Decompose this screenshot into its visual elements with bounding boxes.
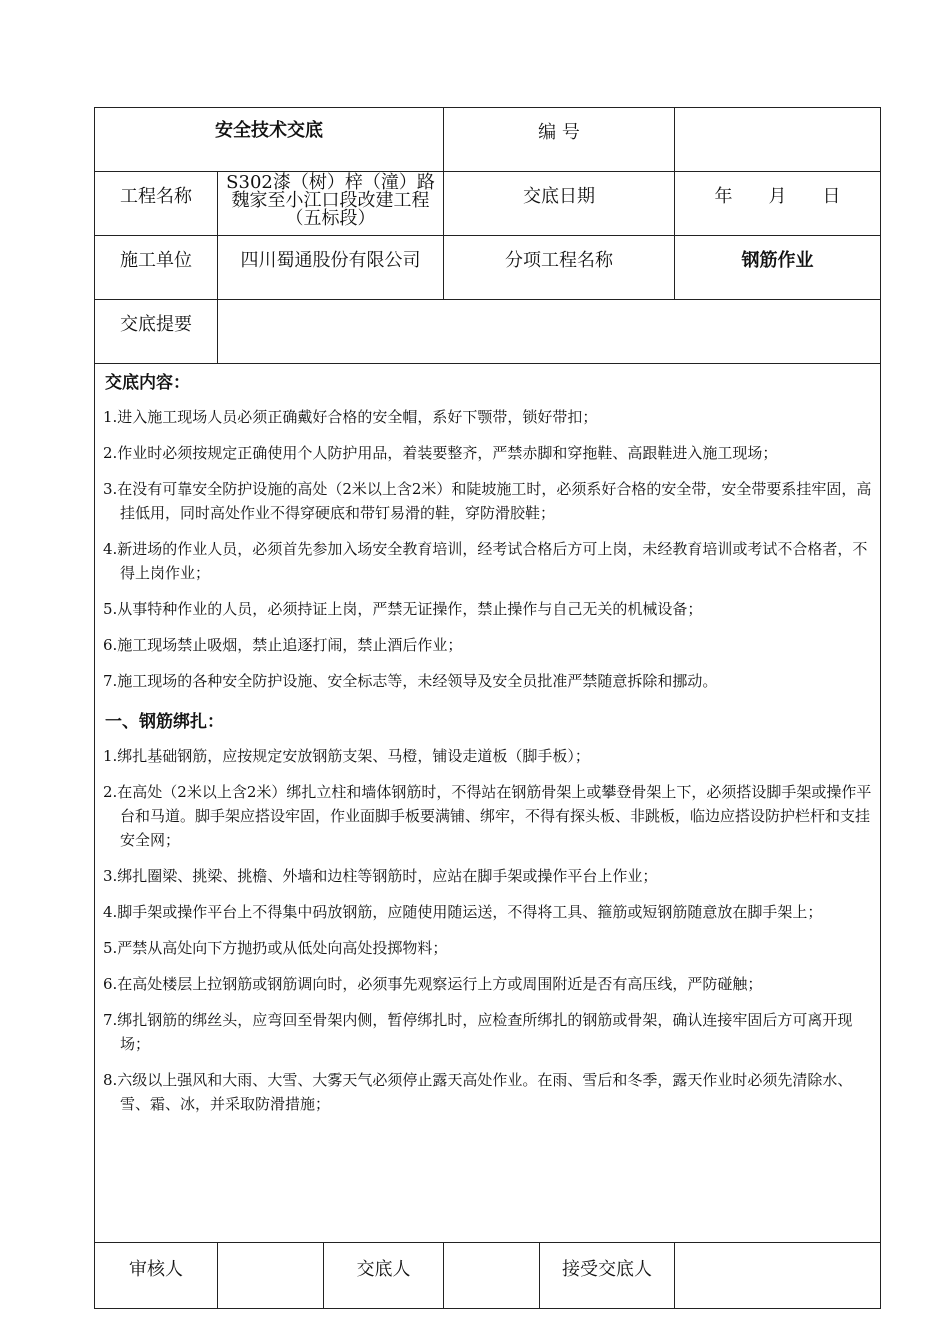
subproject-label: 分项工程名称 (444, 236, 675, 300)
title-row (95, 108, 881, 172)
content-cell (95, 364, 881, 1243)
date-month: 月 (768, 186, 787, 207)
project-name-value: S302漆（树）梓（潼）路魏家至小江口段改建工程（五标段） (218, 172, 444, 236)
discloser-value[interactable] (444, 1243, 540, 1309)
form-title: 安全技术交底 (95, 108, 444, 172)
rule-item: 5.从事特种作业的人员，必须持证上岗，严禁无证操作，禁止操作与自己无关的机械设备； (103, 600, 703, 618)
general-rules-list (103, 405, 872, 693)
subproject-value: 钢筋作业 (675, 236, 881, 300)
summary-row (95, 300, 881, 364)
reviewer-value[interactable] (218, 1243, 324, 1309)
rule-item: 4.脚手架或操作平台上不得集中码放钢筋，应随使用随运送，不得将工具、箍筋或短钢筋随意放在脚手架上； (103, 903, 823, 921)
rule-item: 2.在高处（2米以上含2米）绑扎立柱和墙体钢筋时，不得站在钢筋骨架上或攀登骨架上下，必须搭设脚手架或操作平台和马道。脚手架应搭设牢固，作业面脚手板要满铺、绑牢，不得有探头板、非跳板，临边应搭设防护栏杆和支挂安全网； (103, 783, 872, 849)
rule-item: 1.进入施工现场人员必须正确戴好合格的安全帽，系好下颚带，锁好带扣； (103, 408, 598, 426)
date-value[interactable] (675, 172, 881, 236)
unit-row (95, 236, 881, 300)
date-day: 日 (822, 186, 841, 207)
section1-title: 一、钢筋绑扎： (105, 712, 224, 732)
signature-row (95, 1243, 881, 1309)
rule-item: 1.绑扎基础钢筋，应按规定安放钢筋支架、马橙，铺设走道板（脚手板）； (103, 747, 590, 765)
rule-item: 6.施工现场禁止吸烟，禁止追逐打闹，禁止酒后作业； (103, 636, 463, 654)
unit-value: 四川蜀通股份有限公司 (218, 236, 444, 300)
summary-value[interactable] (218, 300, 881, 364)
unit-label: 施工单位 (95, 236, 218, 300)
rule-item: 8.六级以上强风和大雨、大雪、大雾天气必须停止露天高处作业。在雨、雪后和冬季，露天作业时必须先清除水、雪、霜、冰，并采取防滑措施； (103, 1071, 853, 1113)
summary-label: 交底提要 (95, 300, 218, 364)
reviewer-label: 审核人 (95, 1243, 218, 1309)
date-year: 年 (714, 186, 733, 207)
date-label: 交底日期 (444, 172, 675, 236)
rule-item: 4.新进场的作业人员，必须首先参加入场安全教育培训，经考试合格后方可上岗，未经教育培训或考试不合格者，不得上岗作业； (103, 540, 868, 582)
safety-disclosure-form (94, 107, 880, 1309)
rule-item: 2.作业时必须按规定正确使用个人防护用品，着装要整齐，严禁赤脚和穿拖鞋、高跟鞋进入施工现场； (103, 444, 778, 462)
number-value[interactable] (675, 108, 881, 172)
rebar-binding-rules-list (103, 744, 872, 1116)
discloser-label: 交底人 (324, 1243, 444, 1309)
rule-item: 7.绑扎钢筋的绑丝头，应弯回至骨架内侧，暂停绑扎时，应检查所绑扎的钢筋或骨架，确认连接牢固后方可离开现场； (103, 1011, 853, 1053)
project-row (95, 172, 881, 236)
rule-item: 6.在高处楼层上拉钢筋或钢筋调向时，必须事先观察运行上方或周围附近是否有高压线，严防碰触； (103, 975, 763, 993)
form-table (94, 107, 881, 1309)
rule-item: 5.严禁从高处向下方抛扔或从低处向高处投掷物料； (103, 939, 448, 957)
receiver-label: 接受交底人 (540, 1243, 675, 1309)
rule-item: 3.绑扎圈梁、挑梁、挑檐、外墙和边柱等钢筋时，应站在脚手架或操作平台上作业； (103, 867, 658, 885)
rule-item: 7.施工现场的各种安全防护设施、安全标志等，未经领导及安全员批准严禁随意拆除和挪动。 (103, 672, 718, 690)
project-name-label: 工程名称 (95, 172, 218, 236)
content-row (95, 364, 881, 1243)
number-label: 编 号 (444, 108, 675, 172)
rule-item: 3.在没有可靠安全防护设施的高处（2米以上含2米）和陡坡施工时，必须系好合格的安全带，安全带要系挂牢固，高挂低用，同时高处作业不得穿硬底和带钉易滑的鞋，穿防滑胶鞋； (103, 480, 872, 522)
content-heading: 交底内容： (105, 373, 190, 393)
receiver-value[interactable] (675, 1243, 881, 1309)
